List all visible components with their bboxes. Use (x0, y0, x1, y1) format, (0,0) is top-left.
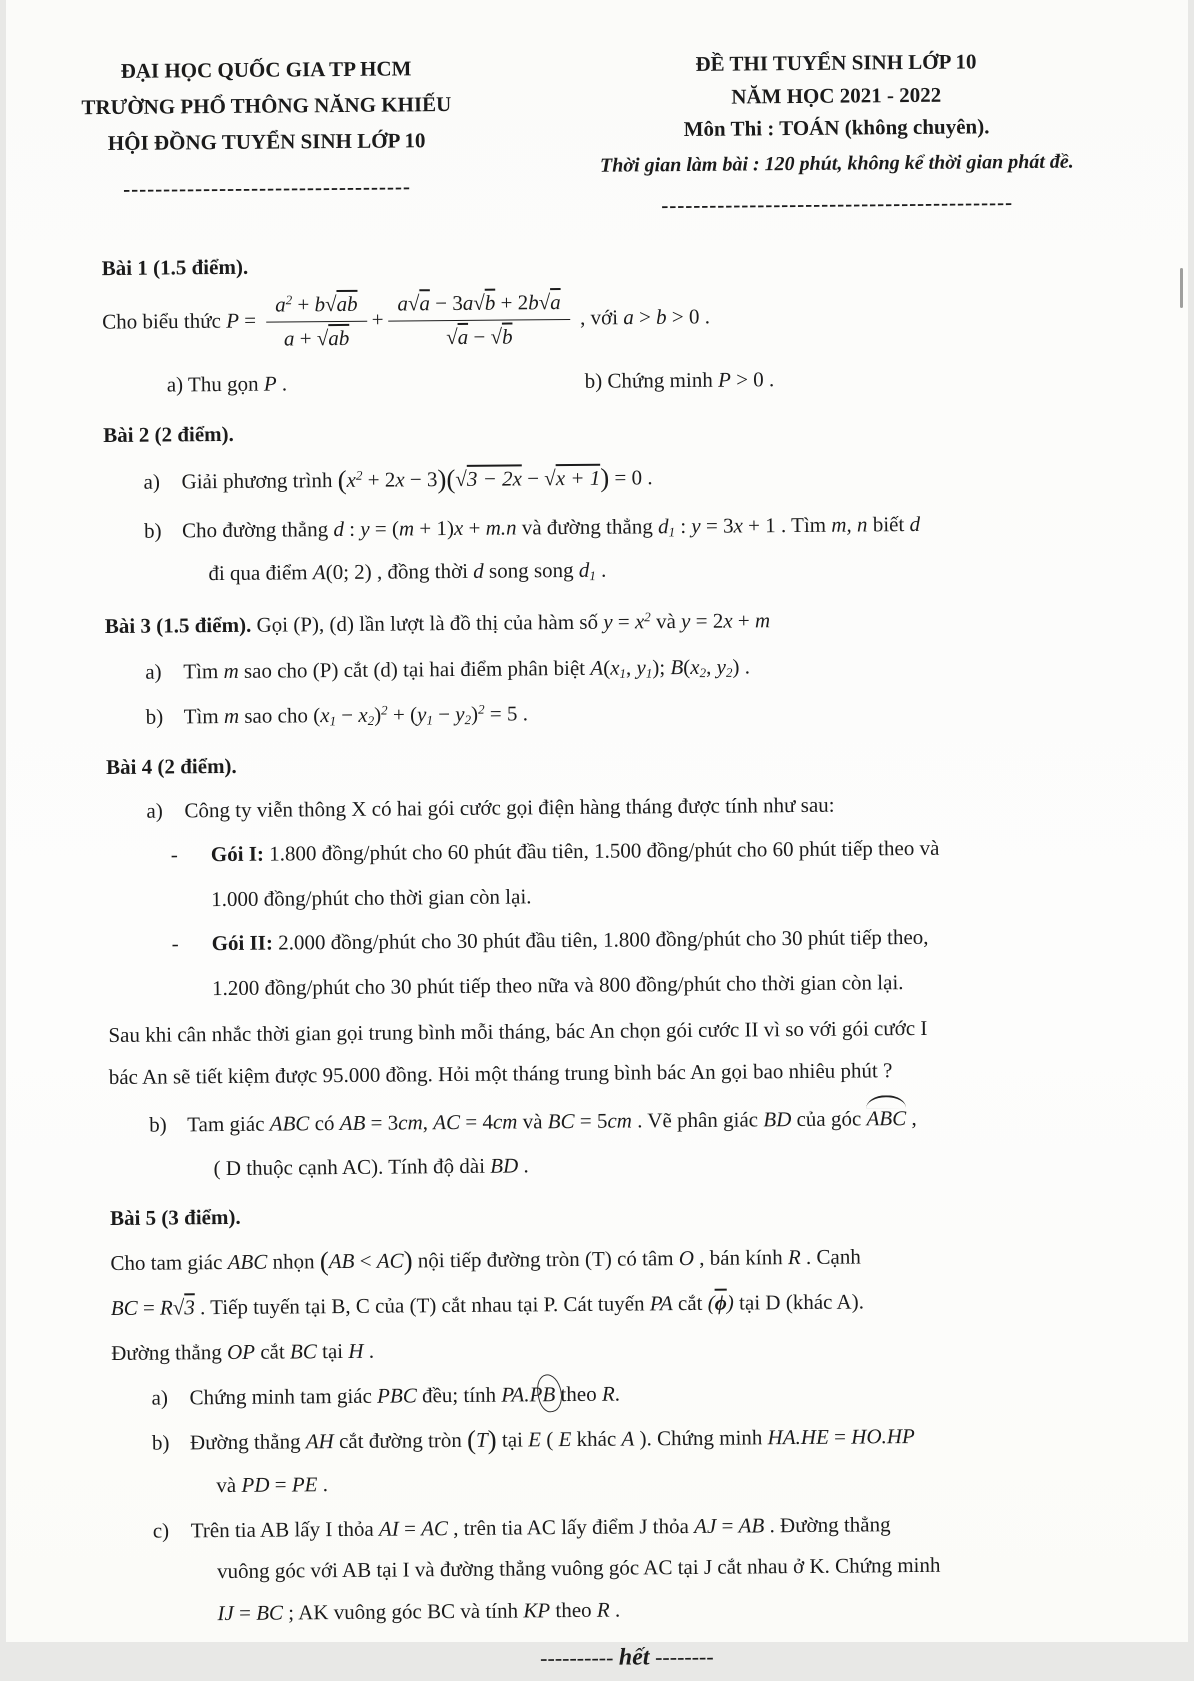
plus-sign: + (371, 306, 384, 332)
goi-1-line-2: 1.000 đồng/phút cho thời gian còn lại. (211, 884, 532, 911)
list-dash: - (171, 931, 179, 956)
bai4-paragraph-line1: Sau khi cân nhắc thời gian gọi trung bình mỗi tháng, bác An chọn gói cước II vì so với gói cước I (108, 1016, 928, 1048)
bai1-questions (167, 361, 1129, 401)
bai4-paragraph-line2: bác An sẽ tiết kiệm được 95.000 đồng. Hỏi một tháng trung bình bác An gọi bao nhiêu phút ? (108, 1057, 893, 1089)
header-right-divider: -------------------------------------------- (661, 189, 1014, 217)
bai5-question-c-line3: IJ = BC ; AK vuông góc BC và tính KP theo R . (217, 1597, 621, 1625)
bai5-question-b-line2: và PD = PE . (216, 1472, 329, 1498)
bai5-question-a: a) Chứng minh tam giác PBC đều; tính PA.PB theo R. (111, 1374, 1137, 1414)
goi-2-line-2: 1.200 đồng/phút cho 30 phút tiếp theo nữa và 800 đồng/phút cho thời gian còn lại. (211, 969, 904, 1000)
institution-line-1: ĐẠI HỌC QUỐC GIA TP HCM (120, 56, 412, 83)
bai4-question-b-line2: ( D thuộc cạnh AC). Tính độ dài BD . (213, 1153, 529, 1180)
bai1-question-b: b) Chứng minh P > 0 . (584, 367, 775, 394)
fraction-1 (266, 290, 367, 352)
goi-1-text: Gói I: 1.800 đồng/phút cho 60 phút đầu tiên, 1.500 đồng/phút cho 60 phút tiếp theo và (210, 836, 940, 867)
bai1-formula-lead: Cho biểu thức P = (102, 307, 262, 334)
fraction-2-denominator: √a − √b (389, 319, 571, 352)
bai1-heading: Bài 1 (1.5 điểm). (101, 254, 249, 281)
bai1-formula-condition: , với a > b > 0 . (574, 304, 711, 330)
duration-line: Thời gian làm bài : 120 phút, không kể thời gian phát đề. (599, 150, 1074, 177)
list-dash: - (170, 842, 178, 867)
bai2-question-b-line2: đi qua điểm A(0; 2) , đồng thời d song song $d_1$ . (208, 557, 607, 586)
exam-title-line: ĐỀ THI TUYỂN SINH LỚP 10 (695, 49, 977, 76)
bai5-question-c-line1: c) Trên tia AB lấy I thỏa AI = AC , trên tia AC lấy điểm J thỏa AJ = AB . Đường thẳng (152, 1512, 891, 1543)
bai3-question-a: a) Tìm m sao cho (P) cắt (d) tại hai điểm phân biệt $A(x_1$, $y_1$); $B(x_2$, $y_2$) . (145, 654, 751, 684)
bai2-question-b-line1: b) Cho đường thẳng d : y = (m + 1)x + m.n và đường thẳng $d_1$ : y = 3x + 1 . Tìm m, n biết d (143, 511, 921, 543)
bai4-question-a: a) Công ty viễn thông X có hai gói cước gọi điện hàng tháng được tính như sau: (146, 792, 835, 823)
bai5-intro-line1: Cho tam giác ABC nhọn (AB < AC) nội tiếp đường tròn (T) có tâm O , bán kính R . Cạnh (110, 1244, 861, 1276)
header-institution (56, 50, 477, 227)
bai5-intro-line2: BC = R√3 . Tiếp tuyến tại B, C của (T) cắt nhau tại P. Cát tuyến PA cắt $(\overline{\phi})$ tại D (khác A). (110, 1289, 865, 1321)
bai1-question-a: a) Thu gọn P . (166, 371, 288, 397)
header (0, 0, 1183, 227)
bai1-formula (102, 284, 1128, 355)
fraction-2 (388, 289, 570, 352)
school-year-line: NĂM HỌC 2021 - 2022 (731, 82, 942, 109)
bai2-question-a: a) Giải phương trình $(x^2 + 2x - 3)(√3 - 2x - √x + 1) = 0$ . (143, 462, 653, 496)
bai3-question-b: b) Tìm m sao cho $(x_1 - x_2)^2 + (y_1 - y_2)^2 = 5$ . (145, 701, 529, 729)
end-of-exam-marker: ---------- hết -------- (539, 1644, 714, 1671)
bai4-question-b-line1: b) Tam giác ABC có AB = 3cm, AC = 4cm và BC = 5cm . Vẽ phân giác BD của góc ABC , (109, 1101, 1135, 1141)
institution-line-3: HỘI ĐỒNG TUYỂN SINH LỚP 10 (107, 128, 426, 156)
bai4-heading: Bài 4 (2 điểm). (105, 754, 237, 780)
fraction-1-denominator: a + √ab (266, 321, 367, 353)
exam-body (1, 217, 1194, 1681)
scan-artifact-mark (1180, 268, 1183, 308)
goi-1-line-1 (107, 831, 1133, 871)
subject-line: Môn Thi : TOÁN (không chuyên). (683, 114, 990, 142)
header-exam-title (526, 44, 1147, 223)
goi-2-text: Gói II: 2.000 đồng/phút cho 30 phút đầu tiên, 1.800 đồng/phút cho 30 phút tiếp theo, (211, 925, 929, 956)
fraction-2-numerator: a√a − 3a√b + 2b√a (397, 289, 561, 316)
bai2-heading: Bài 2 (2 điểm). (103, 421, 234, 447)
fraction-1-numerator: $a^2 + b√ab$ (275, 291, 358, 317)
institution-line-2: TRƯỜNG PHỔ THÔNG NĂNG KHIẾU (81, 92, 452, 120)
exam-page (6, 0, 1188, 1671)
bai5-question-b-line1: b) Đường thẳng AH cắt đường tròn (T) tại E ( E khác A ). Chứng minh HA.HE = HO.HP (151, 1423, 915, 1455)
bai3-heading: Bài 3 (1.5 điểm). Gọi (P), (d) lần lượt là đồ thị của hàm số $y = x^2$ và y = 2x + m (104, 608, 771, 638)
bai5-intro-line3: Đường thẳng OP cắt BC tại H . (111, 1338, 375, 1365)
bai5-heading: Bài 5 (3 điểm). (109, 1205, 241, 1231)
bai5-question-c-line2: vuông góc với AB tại I và đường thẳng vuông góc AC tại J cắt nhau ở K. Chứng minh (217, 1553, 941, 1584)
goi-2-line-1 (108, 920, 1134, 960)
header-left-divider: ------------------------------------ (123, 174, 412, 202)
